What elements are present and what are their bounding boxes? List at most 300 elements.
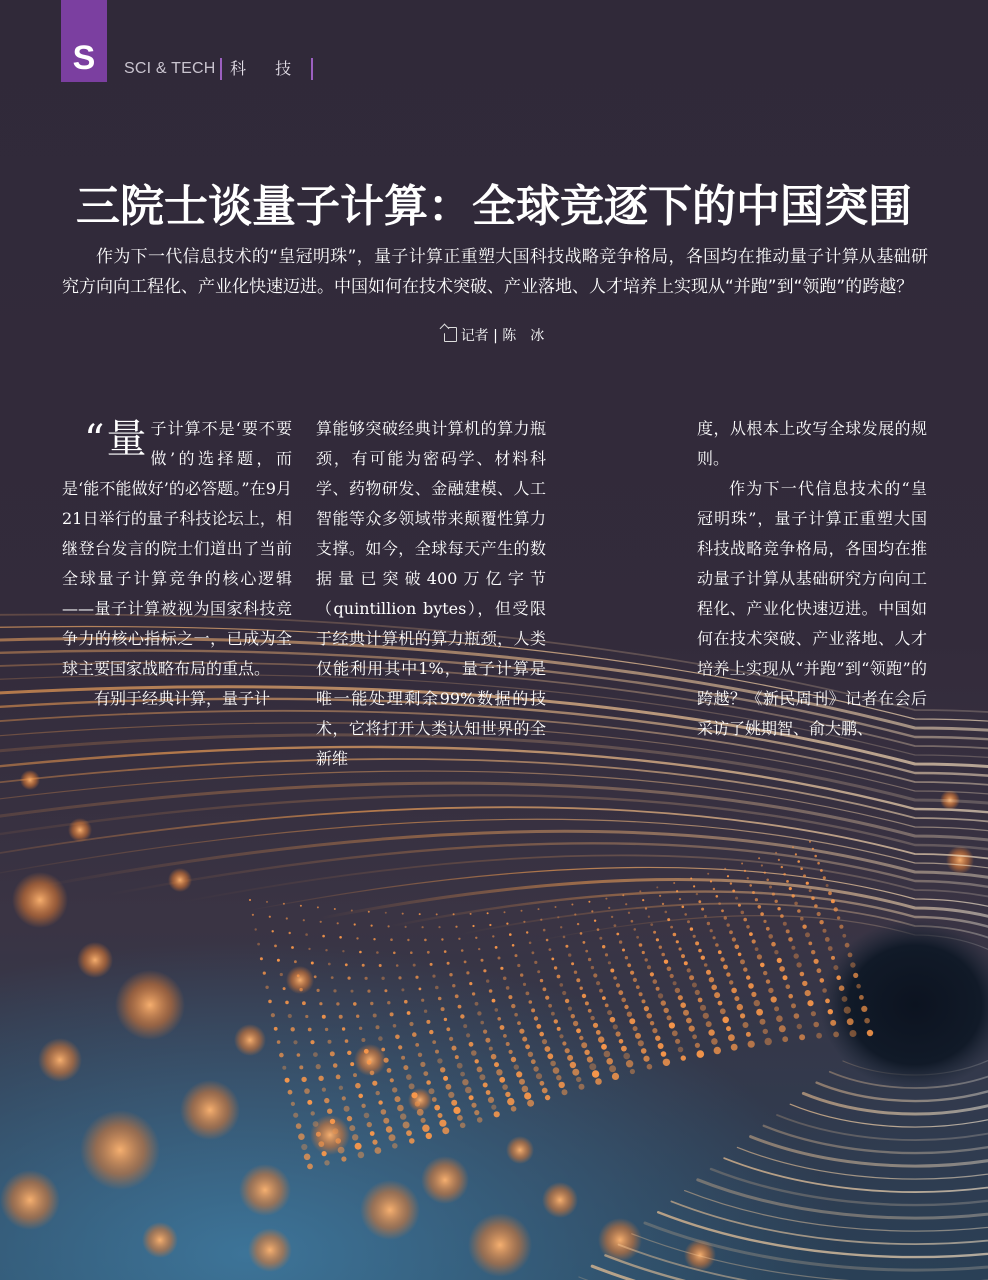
particle-dot (602, 945, 605, 948)
particle-dot (421, 999, 424, 1002)
particle-dot (423, 1071, 428, 1076)
particle-dot (848, 953, 853, 958)
particle-dot (720, 957, 724, 961)
particle-dot (622, 894, 624, 896)
particle-dot (596, 1030, 601, 1035)
particle-dot (514, 1013, 518, 1017)
bokeh-light (360, 1180, 420, 1240)
particle-dot (867, 1030, 873, 1036)
particle-dot (613, 976, 617, 980)
particle-dot (489, 989, 493, 993)
particle-dot (636, 985, 640, 989)
particle-dot (551, 958, 554, 961)
particle-dot (781, 866, 783, 868)
particle-dot (455, 926, 457, 928)
bokeh-light (180, 1080, 240, 1140)
particle-dot (293, 1113, 298, 1118)
particle-dot (630, 971, 634, 975)
particle-dot (690, 878, 692, 880)
particle-dot (511, 1106, 517, 1112)
particle-dot (342, 1027, 345, 1030)
particle-dot (724, 916, 727, 919)
particle-dot (646, 1013, 652, 1019)
particle-dot (286, 917, 288, 919)
particle-dot (523, 921, 525, 923)
particle-dot (749, 884, 752, 887)
particle-dot (802, 981, 807, 986)
particle-dot (497, 1017, 501, 1021)
particle-dot (504, 911, 506, 913)
particle-dot (748, 1041, 755, 1048)
particle-dot (462, 1079, 468, 1085)
particle-dot (503, 1034, 507, 1038)
particle-dot (279, 1053, 284, 1058)
bokeh-light (506, 1136, 534, 1164)
particle-dot (495, 1008, 499, 1012)
particle-dot (642, 999, 646, 1003)
particle-dot (627, 1012, 632, 1017)
particle-dot (797, 1024, 802, 1029)
particle-dot (693, 885, 695, 887)
particle-dot (658, 993, 663, 998)
particle-dot (351, 910, 353, 912)
particle-dot (427, 951, 430, 954)
particle-dot (629, 1018, 635, 1024)
particle-dot (447, 962, 450, 965)
particle-dot (489, 1047, 493, 1051)
particle-dot (616, 933, 619, 936)
particle-dot (724, 868, 726, 870)
particle-dot (735, 897, 738, 900)
particle-dot (534, 1016, 538, 1020)
particle-dot (381, 1109, 387, 1115)
particle-dot (802, 925, 806, 929)
particle-dot (665, 911, 668, 914)
particle-dot (453, 913, 455, 915)
bokeh-light (354, 1044, 386, 1076)
particle-dot (698, 949, 702, 953)
particle-dot (393, 952, 396, 955)
particle-dot (324, 1160, 329, 1165)
particle-dot (692, 983, 697, 988)
particle-dot (800, 972, 805, 977)
particle-dot (839, 985, 845, 991)
particle-dot (438, 997, 442, 1001)
particle-dot (792, 846, 794, 848)
particle-dot (335, 1138, 341, 1144)
particle-dot (662, 903, 664, 905)
particle-dot (453, 1107, 460, 1114)
particle-dot (782, 1036, 788, 1042)
particle-dot (831, 956, 835, 960)
particle-dot (655, 1036, 660, 1041)
particle-dot (568, 1007, 572, 1011)
particle-dot (494, 1111, 500, 1117)
particle-dot (673, 882, 675, 884)
particle-dot (332, 1128, 338, 1134)
particle-dot (444, 950, 447, 953)
particle-dot (376, 951, 379, 954)
particle-dot (722, 1017, 729, 1024)
particle-dot (714, 992, 720, 998)
particle-dot (738, 904, 741, 907)
particle-dot (744, 870, 746, 872)
particle-dot (392, 1087, 397, 1092)
particle-dot (743, 918, 747, 922)
particle-dot (711, 1038, 718, 1045)
particle-dot (313, 1052, 318, 1057)
bokeh-light (421, 1156, 469, 1204)
particle-dot (834, 907, 838, 911)
particle-dot (576, 978, 580, 982)
particle-dot (291, 1027, 295, 1031)
particle-dot (367, 1060, 372, 1065)
particle-dot (563, 936, 566, 939)
particle-dot (299, 988, 302, 991)
particle-dot (322, 1151, 327, 1156)
particle-dot (500, 967, 503, 970)
particle-dot (664, 960, 668, 964)
particle-dot (729, 980, 733, 984)
byline (0, 326, 988, 346)
particle-dot (373, 1014, 377, 1018)
particle-dot (443, 1076, 448, 1081)
particle-dot (754, 1000, 760, 1006)
particle-dot (487, 912, 489, 914)
particle-dot (844, 1007, 851, 1014)
particle-dot (628, 912, 630, 914)
particle-dot (721, 909, 724, 912)
particle-dot (539, 1032, 544, 1037)
particle-dot (803, 874, 806, 877)
particle-dot (289, 932, 291, 934)
particle-dot (681, 1055, 686, 1060)
particle-dot (402, 913, 404, 915)
particle-dot (322, 1015, 326, 1019)
particle-dot (588, 901, 590, 903)
particle-dot (274, 945, 277, 948)
particle-dot (339, 936, 342, 939)
particle-dot (486, 979, 489, 982)
particle-dot (650, 923, 653, 926)
particle-dot (398, 1045, 402, 1049)
particle-dot (542, 1039, 547, 1044)
particle-dot (763, 1029, 768, 1034)
particle-dot (647, 1064, 653, 1070)
particle-dot (297, 1053, 301, 1057)
particle-dot (540, 979, 543, 982)
particle-dot (588, 958, 591, 961)
particle-dot (652, 1028, 657, 1033)
particle-dot (713, 936, 716, 939)
particle-dot (451, 1100, 457, 1106)
particle-dot (794, 953, 799, 958)
particle-dot (325, 1028, 328, 1031)
particle-dot (833, 965, 838, 970)
particle-dot (479, 1074, 485, 1080)
particle-dot (571, 904, 573, 906)
particle-dot (697, 1050, 705, 1058)
particle-dot (570, 1062, 576, 1068)
particle-dot (324, 1098, 329, 1103)
particle-dot (690, 927, 693, 930)
particle-dot (395, 1096, 401, 1102)
particle-dot (825, 999, 830, 1004)
particle-dot (475, 1059, 479, 1063)
particle-dot (766, 927, 770, 931)
article-lead: 作为下一代信息技术的“皇冠明珠”，量子计算正重塑大国科技战略竞争格局，各国均在推动量子计算从基础研究方向向工程化、产业化快速迈进。中国如何在技术突破、产业落地、人才培养上实现从“并跑”到“领跑”的跨越？ (62, 247, 928, 297)
particle-dot (370, 1071, 375, 1076)
particle-dot (520, 973, 523, 976)
particle-dot (344, 1106, 350, 1112)
particle-dot (726, 972, 730, 976)
particle-dot (348, 977, 351, 980)
particle-dot (631, 920, 634, 923)
particle-dot (532, 951, 535, 954)
particle-dot (663, 1059, 670, 1066)
particle-dot (378, 1036, 383, 1041)
particle-dot (796, 962, 801, 967)
particle-dot (726, 1026, 731, 1031)
particle-dot (442, 1127, 449, 1134)
particle-dot (761, 864, 763, 866)
particle-dot (780, 914, 784, 918)
particle-dot (811, 896, 815, 900)
particle-dot (313, 1121, 319, 1127)
particle-dot (291, 946, 294, 949)
particle-dot (799, 1034, 805, 1040)
particle-dot (556, 1075, 561, 1080)
particle-dot (475, 1002, 479, 1006)
particle-dot (701, 908, 704, 911)
particle-dot (529, 1000, 533, 1004)
particle-dot (608, 907, 610, 909)
particle-dot (475, 937, 477, 939)
particle-dot (398, 976, 401, 979)
particle-dot (293, 1040, 297, 1044)
particle-dot (288, 1014, 292, 1018)
particle-dot (409, 1083, 415, 1089)
particle-dot (529, 942, 532, 945)
particle-dot (693, 935, 696, 938)
particle-dot (337, 922, 339, 924)
particle-dot (687, 968, 691, 972)
particle-dot (385, 912, 387, 914)
particle-dot (764, 872, 766, 874)
particle-dot (614, 924, 617, 927)
particle-dot (338, 1147, 345, 1154)
particle-dot (581, 1042, 587, 1048)
particle-dot (492, 935, 494, 937)
particle-dot (415, 1101, 420, 1106)
particle-dot (639, 992, 643, 996)
particle-dot (731, 988, 737, 994)
particle-dot (317, 906, 319, 908)
particle-dot (553, 1067, 560, 1074)
particle-dot (483, 1083, 488, 1088)
particle-dot (708, 1029, 714, 1035)
particle-dot (249, 899, 251, 901)
particle-dot (574, 971, 577, 974)
particle-dot (381, 977, 384, 980)
particle-dot (806, 882, 809, 885)
particle-dot (409, 1022, 413, 1026)
particle-dot (554, 1019, 558, 1023)
particle-dot (809, 889, 812, 892)
bokeh-light (542, 1182, 578, 1218)
particle-dot (695, 990, 700, 995)
particle-dot (701, 956, 705, 960)
particle-dot (288, 1090, 293, 1095)
particle-dot (299, 1065, 303, 1069)
particle-dot (594, 920, 596, 922)
particle-dot (642, 899, 644, 901)
particle-dot (330, 1119, 335, 1124)
particle-dot (410, 951, 413, 954)
particle-dot (723, 965, 728, 970)
particle-dot (438, 926, 440, 928)
particle-dot (406, 1074, 412, 1080)
particle-dot (388, 925, 390, 927)
particle-dot (282, 1066, 286, 1070)
particle-dot (601, 1044, 607, 1050)
particle-dot (526, 931, 528, 933)
particle-dot (543, 987, 547, 991)
particle-dot (682, 906, 685, 909)
particle-dot (771, 996, 777, 1002)
particle-dot (464, 961, 467, 964)
particle-dot (741, 863, 743, 865)
particle-dot (839, 925, 843, 929)
particle-dot (560, 983, 564, 987)
particle-dot (814, 904, 818, 908)
particle-dot (859, 995, 864, 1000)
particle-dot (359, 1027, 362, 1030)
particle-dot (471, 1050, 477, 1056)
particle-dot (375, 1147, 382, 1154)
particle-dot (255, 928, 257, 930)
particle-dot (397, 1105, 404, 1112)
particle-dot (758, 857, 760, 859)
particle-dot (483, 969, 486, 972)
particle-dot (371, 925, 373, 927)
particle-dot (364, 1113, 370, 1119)
particle-dot (794, 902, 798, 906)
particle-dot (355, 1083, 361, 1089)
particle-dot (747, 877, 749, 879)
particle-dot (557, 916, 559, 918)
particle-dot (384, 1058, 389, 1063)
particle-dot (596, 981, 600, 985)
particle-dot (678, 1047, 684, 1053)
particle-dot (579, 1084, 585, 1090)
particle-dot (670, 974, 674, 978)
particle-dot (595, 1078, 602, 1085)
particle-dot (389, 1134, 396, 1141)
bokeh-light (408, 1088, 432, 1112)
particle-dot (836, 975, 841, 980)
particle-dot (609, 1065, 616, 1072)
particle-dot (354, 923, 356, 925)
particle-dot (534, 961, 537, 964)
particle-dot (608, 961, 611, 964)
particle-dot (492, 999, 496, 1003)
particle-dot (322, 935, 325, 938)
particle-dot (527, 1100, 534, 1107)
particle-dot (355, 1143, 362, 1150)
particle-dot (505, 1092, 510, 1097)
particle-dot (516, 1071, 522, 1077)
opening-quote-mark: “ (84, 417, 105, 463)
particle-dot (602, 996, 606, 1000)
particle-dot (766, 879, 769, 882)
paragraph: 度，从根本上改写全球发展的规则。 (697, 419, 927, 468)
particle-dot (658, 1043, 664, 1049)
particle-dot (715, 943, 719, 947)
particle-dot (816, 1033, 822, 1039)
particle-dot (319, 1002, 322, 1005)
particle-dot (786, 929, 790, 933)
particle-dot (523, 983, 526, 986)
particle-dot (478, 948, 480, 950)
particle-dot (732, 937, 736, 941)
particle-dot (830, 1020, 836, 1026)
particle-dot (788, 937, 793, 942)
particle-dot (301, 1144, 307, 1150)
particle-dot (303, 919, 305, 921)
particle-dot (788, 994, 793, 999)
particle-dot (659, 946, 662, 949)
particle-dot (639, 943, 643, 947)
particle-dot (333, 1063, 338, 1068)
particle-dot (817, 912, 821, 916)
particle-dot (390, 1078, 394, 1082)
particle-dot (592, 1070, 599, 1077)
particle-dot (294, 960, 297, 963)
particle-dot (643, 1056, 649, 1062)
particle-dot (777, 958, 782, 963)
particle-dot (740, 1013, 745, 1018)
particle-dot (647, 965, 651, 969)
particle-dot (537, 970, 540, 973)
particle-dot (435, 1050, 439, 1054)
particle-dot (457, 1115, 463, 1121)
particle-dot (633, 1026, 638, 1031)
particle-dot (271, 1013, 275, 1017)
particle-dot (612, 1073, 619, 1080)
particle-dot (807, 1000, 813, 1006)
particle-dot (381, 1048, 385, 1052)
particle-dot (542, 1088, 548, 1094)
particle-dot (619, 940, 622, 943)
particle-dot (619, 1039, 624, 1044)
body-column-2 (316, 414, 546, 774)
particle-dot (684, 913, 687, 916)
particle-dot (605, 953, 608, 956)
particle-dot (307, 1164, 313, 1170)
drop-cap: 量 (106, 416, 147, 462)
particle-dot (547, 1053, 553, 1059)
particle-dot (621, 1046, 627, 1052)
particle-dot (727, 875, 729, 877)
particle-dot (426, 1020, 430, 1024)
particle-dot (777, 907, 780, 910)
particle-dot (562, 1089, 568, 1095)
particle-dot (498, 957, 501, 960)
particle-dot (407, 939, 409, 941)
particle-dot (604, 1051, 611, 1058)
particle-dot (546, 939, 549, 942)
